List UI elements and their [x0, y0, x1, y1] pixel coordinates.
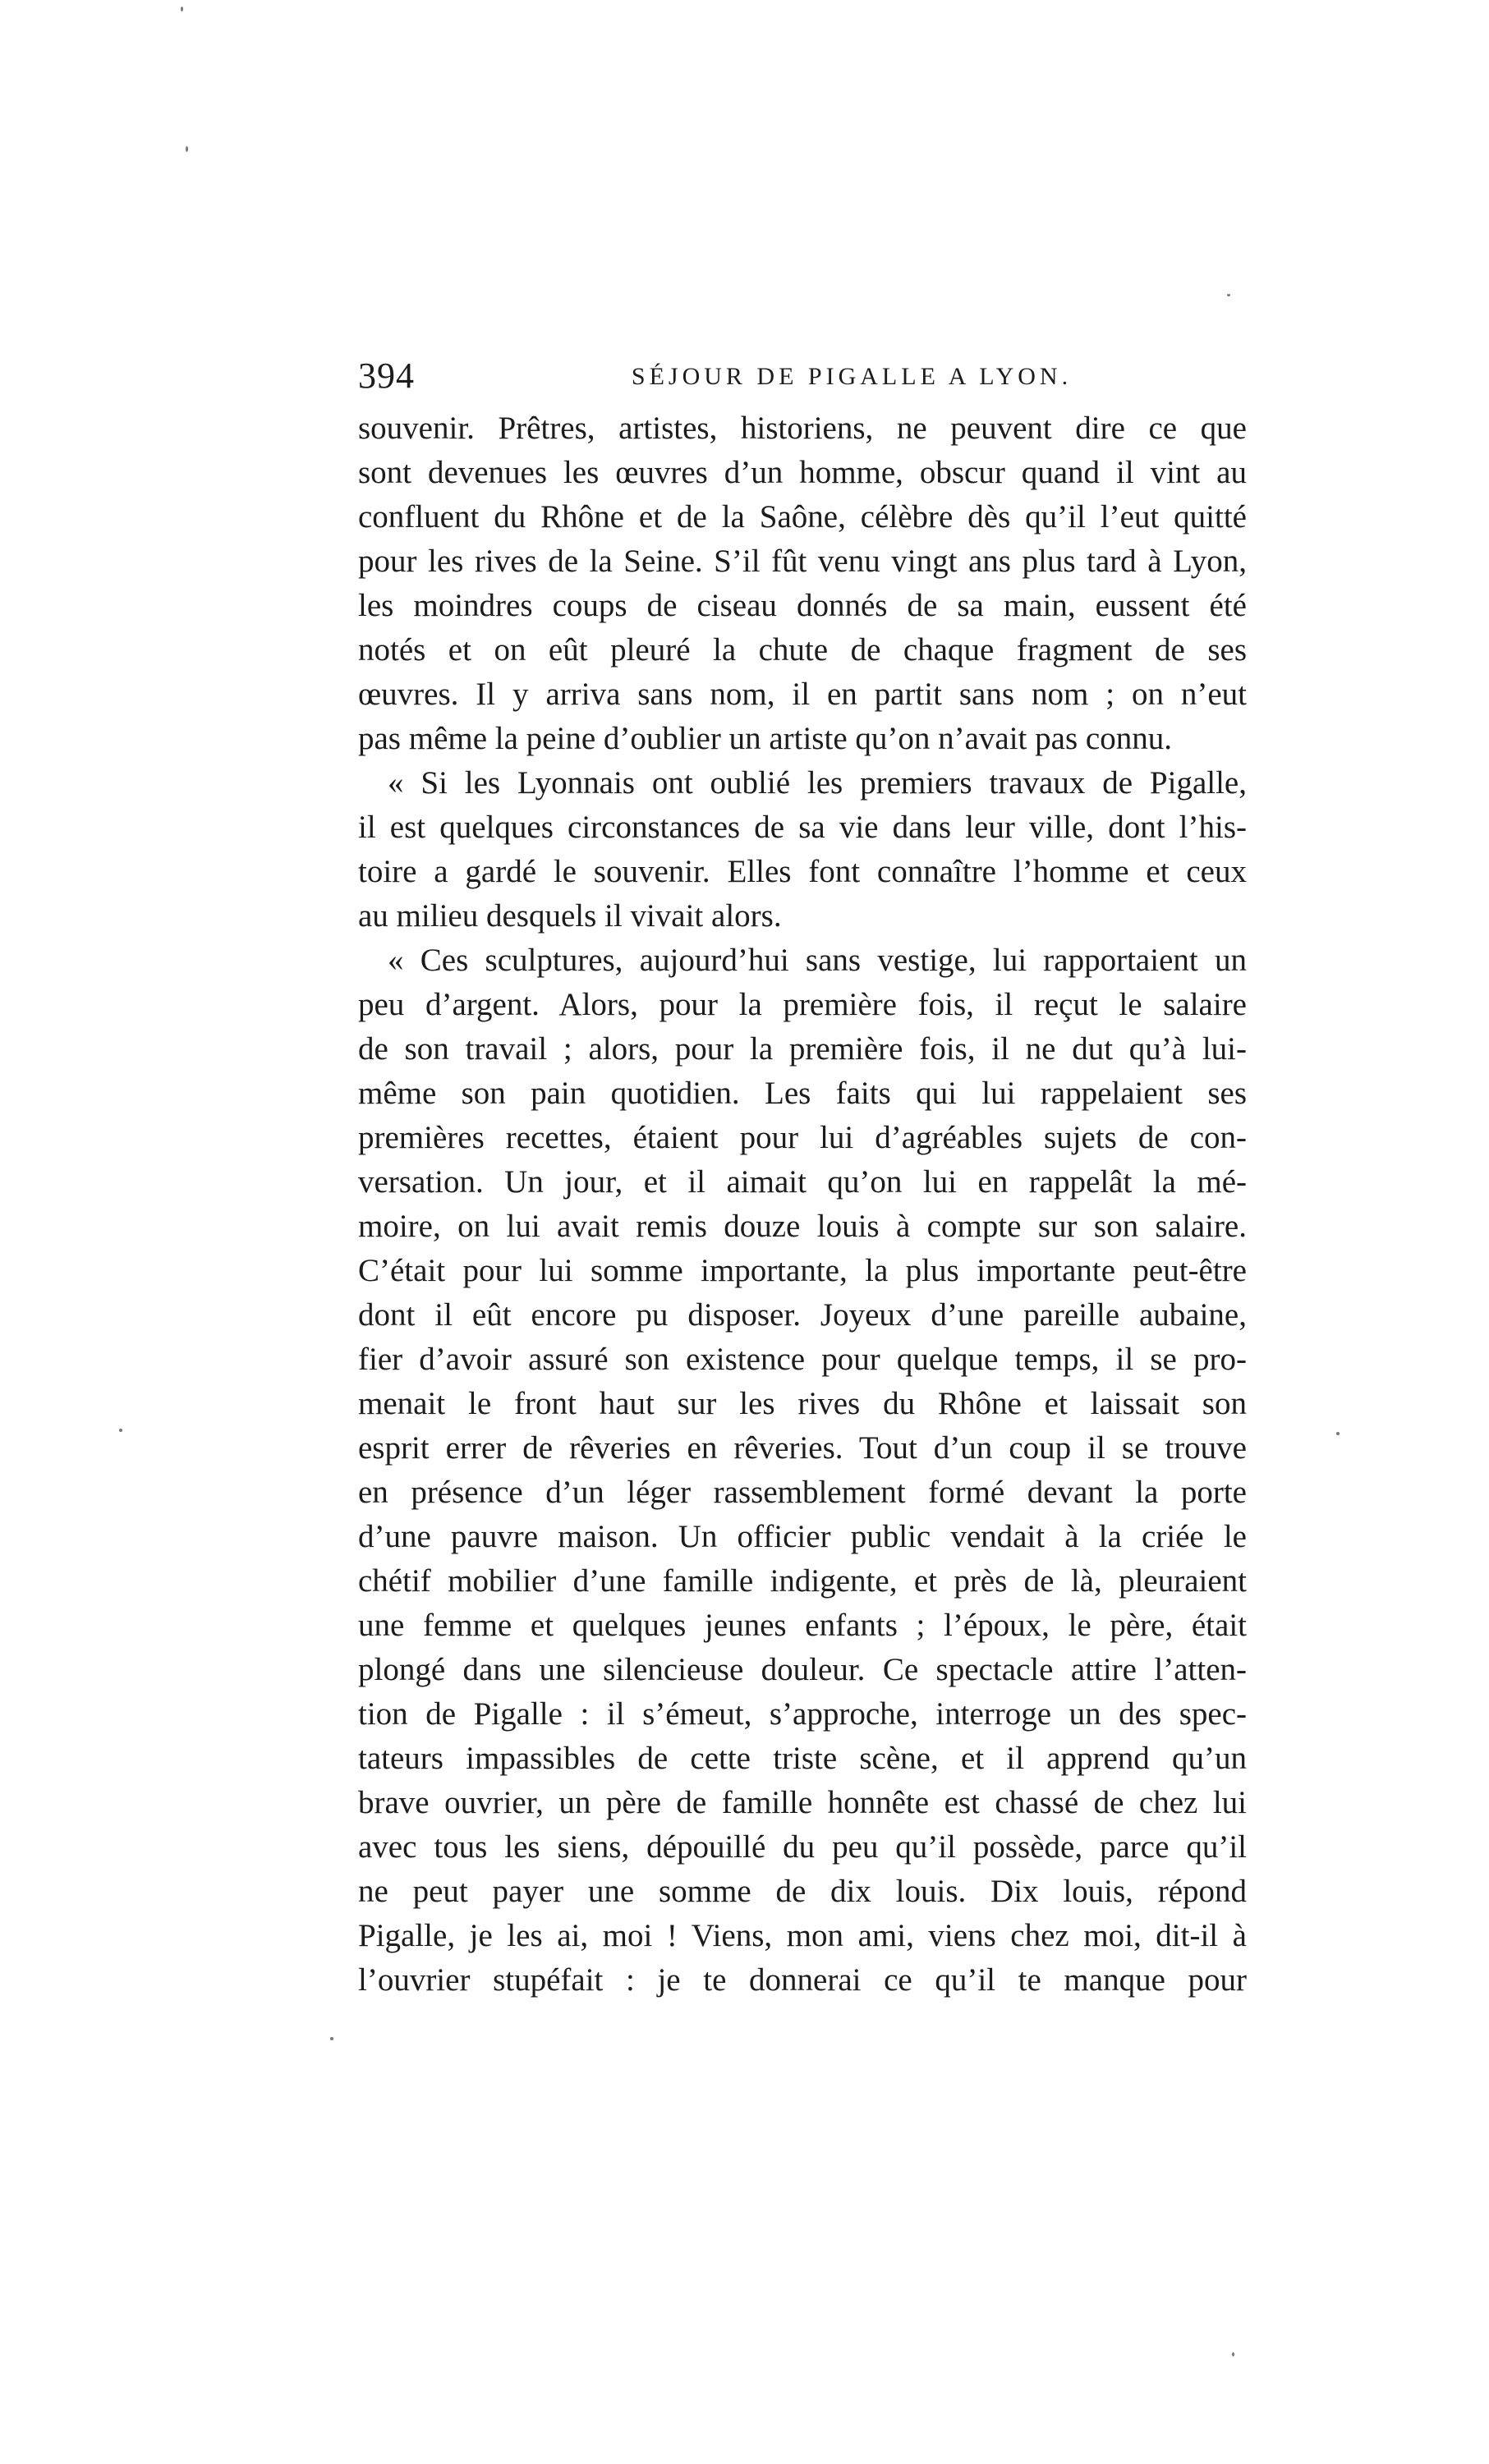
text-line: ne peut payer une somme de dix louis. Dix louis, répond [358, 1874, 1247, 1909]
text-line: tion de Pigalle : il s’émeut, s’approche, interroge un des spec- [358, 1696, 1247, 1732]
paper-speck [1232, 2352, 1234, 2356]
text-line: au milieu desquels il vivait alors. [358, 898, 782, 934]
paper-speck [181, 7, 183, 11]
text-line: esprit errer de rêveries en rêveries. Tout d’un coup il se trouve [358, 1430, 1247, 1466]
text-line: menait le front haut sur les rives du Rhône et laissait son [358, 1386, 1247, 1421]
text-line: œuvres. Il y arriva sans nom, il en partit sans nom ; on n’eut [358, 677, 1247, 712]
text-line: l’ouvrier stupéfait : je te donnerai ce qu’il te manque pour [358, 1962, 1247, 1998]
text-line: premières recettes, étaient pour lui d’agréables sujets de con- [358, 1120, 1247, 1155]
text-line: avec tous les siens, dépouillé du peu qu’il possède, parce qu’il [358, 1829, 1247, 1865]
text-line: même son pain quotidien. Les faits qui lui rappelaient ses [358, 1076, 1247, 1111]
running-title: SÉJOUR DE PIGALLE A LYON. [631, 363, 1073, 390]
text-line: toire a gardé le souvenir. Elles font connaître l’homme et ceux [358, 854, 1247, 889]
text-line: plongé dans une silencieuse douleur. Ce spectacle attire l’atten- [358, 1652, 1247, 1687]
text-line: brave ouvrier, un père de famille honnête est chassé de chez lui [358, 1785, 1247, 1820]
text-line: confluent du Rhône et de la Saône, célèbre dès qu’il l’eut quitté [358, 499, 1247, 535]
text-line: il est quelques circonstances de sa vie dans leur ville, dont l’his- [358, 810, 1247, 845]
text-line: tateurs impassibles de cette triste scène, et il apprend qu’un [358, 1741, 1247, 1776]
paper-speck [1336, 1432, 1340, 1435]
text-line: souvenir. Prêtres, artistes, historiens, ne peuvent dire ce que [358, 411, 1247, 446]
text-line: C’était pour lui somme importante, la plus importante peut-être [358, 1253, 1247, 1288]
text-line: notés et on eût pleuré la chute de chaque fragment de ses [358, 632, 1247, 668]
text-line: moire, on lui avait remis douze louis à compte sur son salaire. [358, 1209, 1247, 1244]
paper-speck [186, 146, 188, 152]
text-line: de son travail ; alors, pour la première fois, il ne dut qu’à lui- [358, 1031, 1247, 1067]
text-line: « Ces sculptures, aujourd’hui sans vestige, lui rapportaient un [388, 943, 1247, 978]
text-line: une femme et quelques jeunes enfants ; l’époux, le père, était [358, 1608, 1247, 1643]
paper-speck [119, 1429, 122, 1432]
text-line: les moindres coups de ciseau donnés de sa main, eussent été [358, 588, 1247, 623]
text-line: versation. Un jour, et il aimait qu’on lui en rappelât la mé- [358, 1164, 1247, 1200]
text-line: chétif mobilier d’une famille indigente, et près de là, pleuraient [358, 1563, 1247, 1599]
page-header [358, 351, 1247, 401]
body-text [358, 406, 1247, 2003]
paper-speck [1227, 294, 1230, 296]
text-line: pour les rives de la Seine. S’il fût venu vingt ans plus tard à Lyon, [358, 544, 1247, 579]
text-line: d’une pauvre maison. Un officier public vendait à la criée le [358, 1519, 1247, 1554]
text-line: fier d’avoir assuré son existence pour quelque temps, il se pro- [358, 1342, 1247, 1377]
text-line: en présence d’un léger rassemblement formé devant la porte [358, 1475, 1247, 1510]
text-line: sont devenues les œuvres d’un homme, obscur quand il vint au [358, 455, 1247, 490]
text-line: « Si les Lyonnais ont oublié les premiers travaux de Pigalle, [388, 765, 1247, 801]
text-line: pas même la peine d’oublier un artiste qu’on n’avait pas connu. [358, 721, 1172, 756]
paper-speck [330, 2037, 333, 2040]
text-line: peu d’argent. Alors, pour la première fois, il reçut le salaire [358, 987, 1247, 1022]
text-line: dont il eût encore pu disposer. Joyeux d’une pareille aubaine, [358, 1297, 1247, 1333]
text-line: Pigalle, je les ai, moi ! Viens, mon ami, viens chez moi, dit-il à [358, 1918, 1247, 1953]
page-number: 394 [358, 356, 415, 396]
